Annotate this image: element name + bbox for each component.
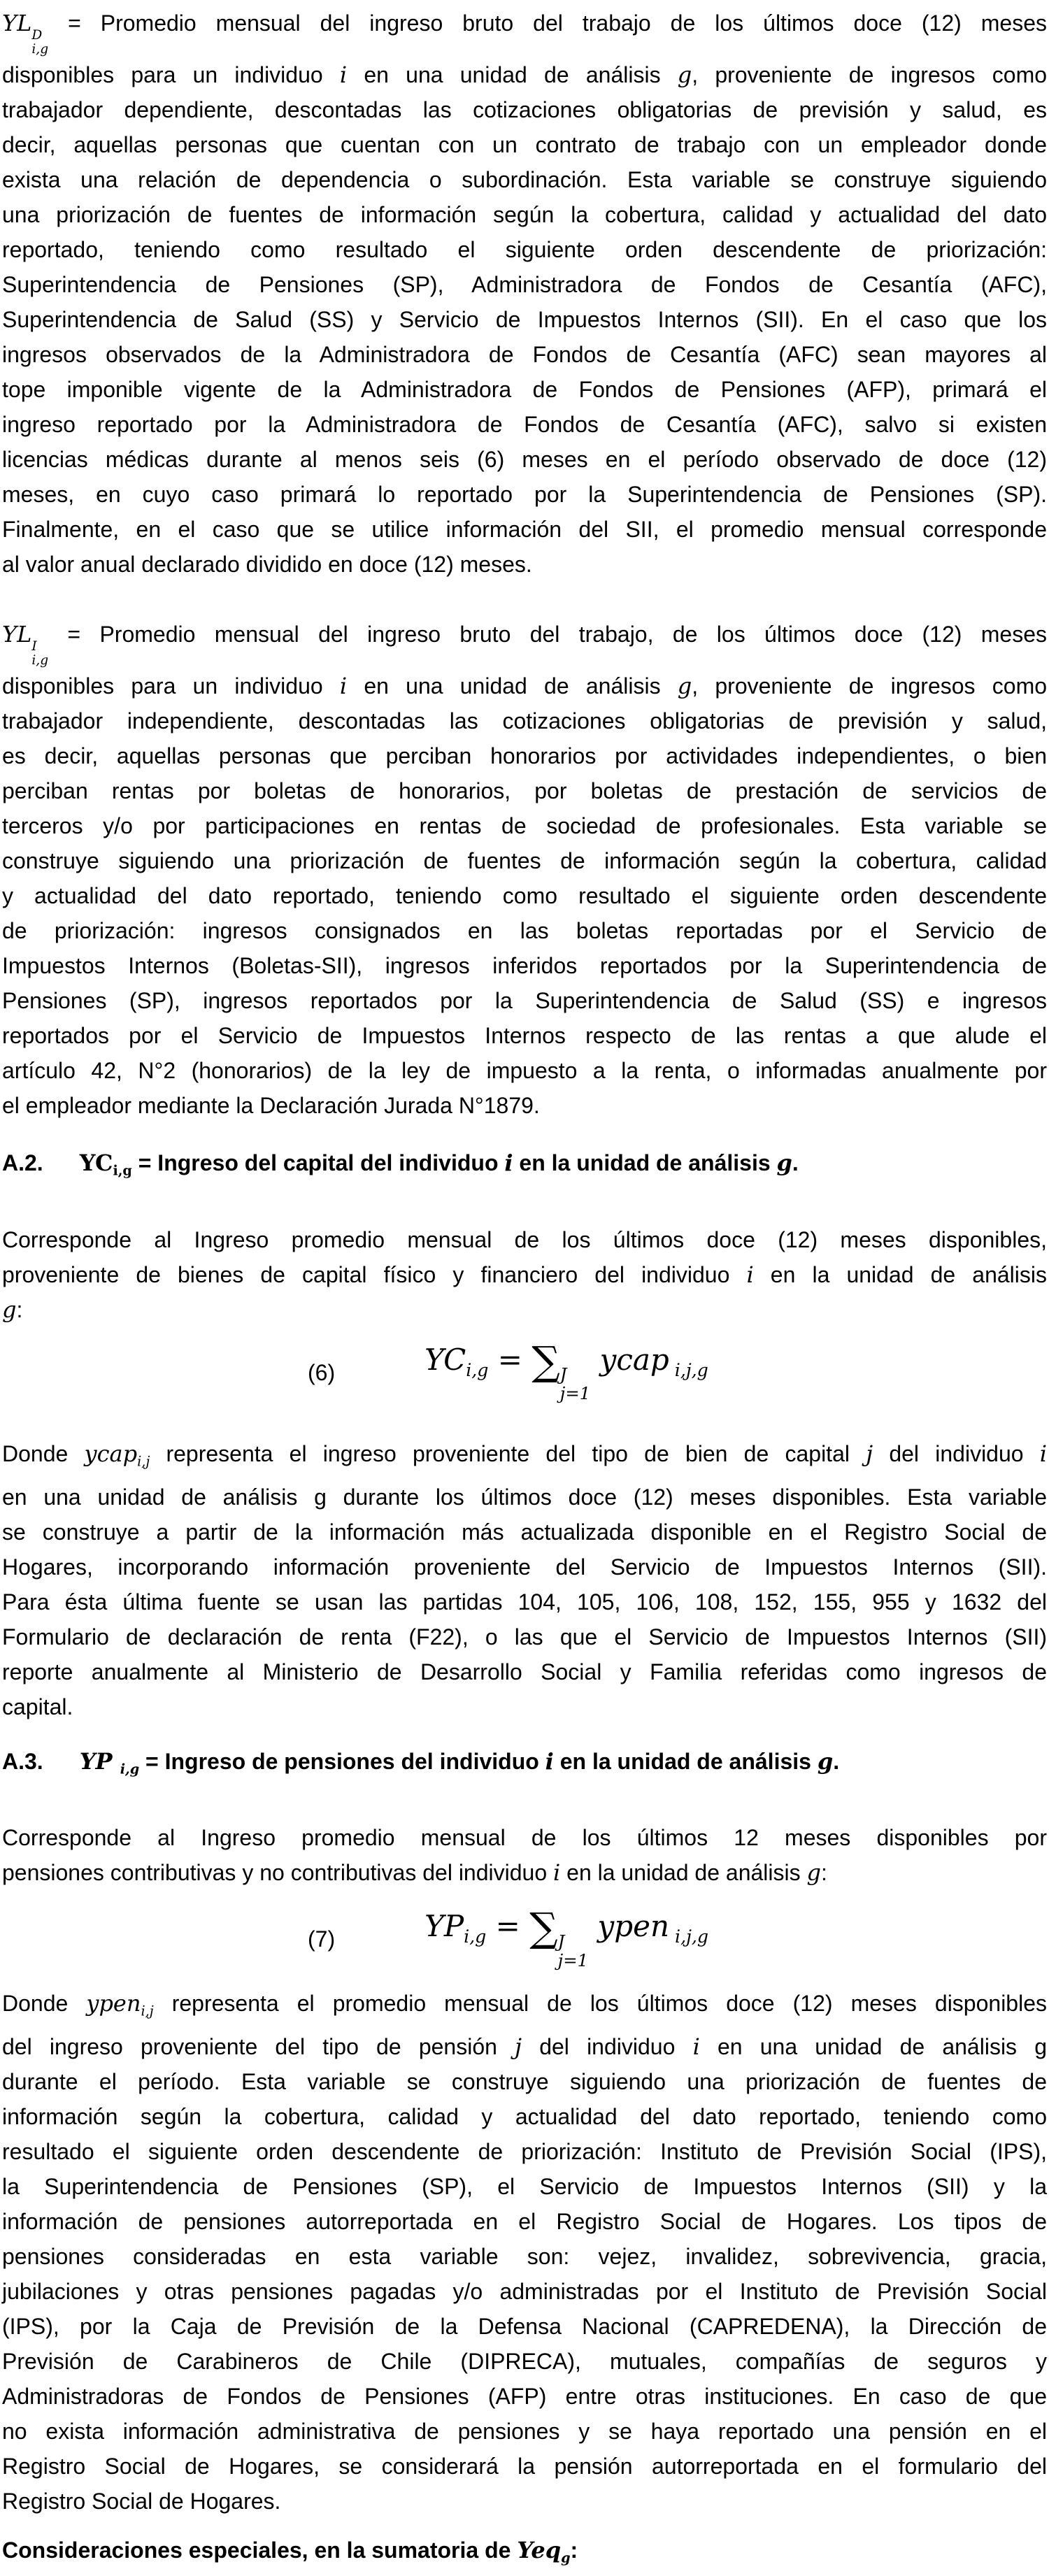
text-line: reportado, teniendo como resultado el siguiente orden descendente de priorización: <box>2 237 1047 263</box>
text-line: se construye a partir de la información más actualizada disponible en el Registro Social de <box>2 1519 1047 1545</box>
text-line: Superintendencia de Salud (SS) y Servicio de Impuestos Internos (SII). En el caso que los <box>2 307 1047 333</box>
text-line: el empleador mediante la Declaración Jurada N°1879. <box>2 1093 540 1119</box>
text-line: reporte anualmente al Ministerio de Desarrollo Social y Familia referidas como ingresos de <box>2 1659 1047 1684</box>
heading-a3-pension-income <box>2 1744 1047 1787</box>
text-line: Donde ypen$_{i,j}$ representa el promedio mensual de los últimos doce (12) meses disponibles <box>2 1990 1048 2019</box>
text-line: capital. <box>2 1694 73 1719</box>
text-line: Corresponde al Ingreso promedio mensual de los últimos 12 meses disponibles por <box>2 1825 1047 1851</box>
text-line: YL D i,g = Promedio mensual del ingreso bruto del trabajo de los últimos doce (12) meses <box>2 10 1047 57</box>
text-line: Registro Social de Hogares, se considerará la pensión autorreportada en el formulario del <box>2 2454 1047 2479</box>
text-line: Finalmente, en el caso que se utilice información del SII, el promedio mensual corresponde <box>2 517 1047 543</box>
text-line: información de pensiones autorreportada en el Registro Social de Hogares. Los tipos de <box>2 2209 1047 2234</box>
text-line: A.2. $YC_{i,g}$ = Ingreso del capital del individuo i en la unidad de análisis g. <box>2 1150 799 1179</box>
text-line: en una unidad de análisis g durante los últimos doce (12) meses disponibles. Esta variable <box>2 1484 1047 1510</box>
text-line: no exista información administrativa de pensiones y se haya reportado una pensión en el <box>2 2419 1047 2444</box>
text-line: pensiones contributivas y no contributivas del individuo i en la unidad de análisis g: <box>2 1859 827 1887</box>
equation-6-number: (6) <box>308 1359 336 1385</box>
text-line: construye siguiendo una priorización de fuentes de información según la cobertura, calidad <box>2 848 1047 874</box>
text-line: Formulario de declaración de renta (F22), o las que el Servicio de Impuestos Internos (SII) <box>2 1624 1047 1650</box>
text-line: Donde ycap$_{i,j}$ representa el ingreso proveniente del tipo de bien de capital j del individuo i <box>2 1440 1048 1470</box>
text-line: meses, en cuyo caso primará lo reportado por la Superintendencia de Pensiones (SP). <box>2 482 1047 508</box>
text-line: durante el período. Esta variable se construye siguiendo una priorización de fuentes de <box>2 2069 1047 2094</box>
text-line: ingreso reportado por la Administradora de Fondos de Cesantía (AFC), salvo si existen <box>2 412 1047 438</box>
text-line: Corresponde al Ingreso promedio mensual de los últimos doce (12) meses disponibles, <box>2 1226 1047 1252</box>
paragraph-a3-ypen-explanation <box>2 1986 1047 2519</box>
math-script-stack: I i,g <box>31 638 49 668</box>
text-line: Hogares, incorporando información proveniente del Servicio de Impuestos Internos (SII). <box>2 1554 1047 1580</box>
text-line: A.3. YP $_{i,g}$ = Ingreso de pensiones del individuo i en la unidad de análisis g. <box>2 1747 840 1777</box>
text-line: Pensiones (SP), ingresos reportados por la Superintendencia de Salud (SS) e ingresos <box>2 988 1047 1014</box>
paragraph-a3-intro <box>2 1820 1047 1890</box>
heading-a2-capital-income <box>2 1145 1047 1189</box>
text-line: al valor anual declarado dividido en doce (12) meses. <box>2 552 532 578</box>
text-line: Consideraciones especiales, en la sumatoria de Yeq$_g$: <box>2 2537 578 2566</box>
heading-special-considerations <box>2 2533 1047 2576</box>
equation-7-number: (7) <box>308 1926 336 1952</box>
text-line: pensiones consideradas en esta variable son: vejez, invalidez, sobrevivencia, gracia, <box>2 2244 1047 2269</box>
text-line: disponibles para un individuo i en una unidad de análisis g, proveniente de ingresos como <box>2 62 1048 89</box>
text-line: y actualidad del dato reportado, teniendo como resultado el siguiente orden descendente <box>2 883 1047 909</box>
text-line: proveniente de bienes de capital físico y financiero del individuo i en la unidad de análisis <box>2 1261 1048 1288</box>
text-line: trabajador dependiente, descontadas las cotizaciones obligatorias de previsión y salud, es <box>2 97 1047 123</box>
text-line: Para ésta última fuente se usan las partidas 104, 105, 106, 108, 152, 155, 955 y 1632 del <box>2 1589 1047 1615</box>
text-line: artículo 42, N°2 (honorarios) de la ley de impuesto a la renta, o informadas anualmente por <box>2 1058 1047 1084</box>
math-script-stack: J j=1 <box>559 1364 591 1404</box>
math-script-stack: J j=1 <box>557 1931 589 1970</box>
text-line: Superintendencia de Pensiones (SP), Administradora de Fondos de Cesantía (AFC), <box>2 272 1047 298</box>
text-line: perciban rentas por boletas de honorarios, por boletas de prestación de servicios de <box>2 778 1047 804</box>
text-line: de priorización: ingresos consignados en las boletas reportadas por el Servicio de <box>2 918 1047 944</box>
text-line: YL I i,g = Promedio mensual del ingreso bruto del trabajo, de los últimos doce (12) meses <box>2 621 1047 668</box>
text-line: trabajador independiente, descontadas las cotizaciones obligatorias de previsión y salud, <box>2 708 1047 734</box>
text-line: información según la cobertura, calidad y actualidad del dato reportado, teniendo como <box>2 2104 1047 2129</box>
text-line: es decir, aquellas personas que perciban honorarios por actividades independientes, o bien <box>2 743 1047 769</box>
text-line: la Superintendencia de Pensiones (SP), el Servicio de Impuestos Internos (SII) y la <box>2 2174 1047 2199</box>
text-line: ingresos observados de la Administradora de Fondos de Cesantía (AFC) sean mayores al <box>2 342 1047 368</box>
text-line: terceros y/o por participaciones en rentas de sociedad de profesionales. Esta variable se <box>2 813 1047 839</box>
text-line: g: <box>2 1296 23 1323</box>
paragraph-a2-intro <box>2 1222 1047 1327</box>
text-line: exista una relación de dependencia o subordinación. Esta variable se construye siguiendo <box>2 167 1047 193</box>
text-line: resultado el siguiente orden descendente de priorización: Instituto de Previsión Social (IPS), <box>2 2139 1047 2164</box>
text-line: Impuestos Internos (Boletas-SII), ingresos inferidos reportados por la Superintendencia de <box>2 953 1047 979</box>
text-line: licencias médicas durante al menos seis (6) meses en el período observado de doce (12) <box>2 447 1047 473</box>
text-line: una priorización de fuentes de información según la cobertura, calidad y actualidad del dato <box>2 202 1047 228</box>
text-line: Registro Social de Hogares. <box>2 2489 281 2514</box>
text-line: Previsión de Carabineros de Chile (DIPRECA), mutuales, compañías de seguros y <box>2 2349 1047 2374</box>
text-line: tope imponible vigente de la Administradora de Fondos de Pensiones (AFP), primará el <box>2 377 1047 403</box>
equation-6-formula: $YC_{i,g}$ = ∑ J j=1 ycap $_{i,j,g}$ <box>424 1338 708 1404</box>
text-line: Administradoras de Fondos de Pensiones (AFP) entre otras instituciones. En caso de que <box>2 2384 1047 2409</box>
equation-7 <box>2 1905 1047 1970</box>
paragraph-yli-independent-income-definition <box>2 617 1047 1123</box>
equation-6 <box>2 1338 1047 1404</box>
text-line: (IPS), por la Caja de Previsión de la Defensa Nacional (CAPREDENA), la Dirección de <box>2 2314 1047 2339</box>
text-line: decir, aquellas personas que cuentan con un contrato de trabajo con un empleador donde <box>2 132 1047 158</box>
text-line: disponibles para un individuo i en una unidad de análisis g, proveniente de ingresos como <box>2 673 1048 700</box>
paragraph-a2-ycap-explanation <box>2 1436 1047 1724</box>
equation-7-formula: $YP_{i,g}$ = ∑ J j=1 ypen $_{i,j,g}$ <box>424 1905 709 1970</box>
text-line: del ingreso proveniente del tipo de pensión j del individuo i en una unidad de análisis g <box>2 2033 1048 2060</box>
paragraph-yld-dependent-income-definition <box>2 6 1047 582</box>
math-script-stack: D i,g <box>31 27 49 57</box>
text-line: jubilaciones y otras pensiones pagadas y/o administradas por el Instituto de Previsión Social <box>2 2279 1047 2304</box>
text-line: reportados por el Servicio de Impuestos Internos respecto de las rentas a que alude el <box>2 1023 1047 1049</box>
